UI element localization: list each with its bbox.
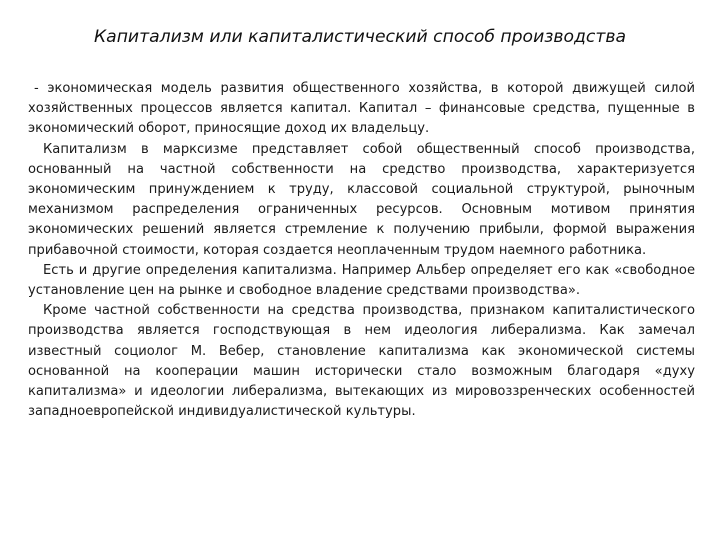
paragraph-liberalism: Кроме частной собственности на средства производства, признаком капиталистического производства является господствующая в нем идеология либерализма. Как замечал известный социолог М. Вебер, становление капитализма как экономической системы основанной на кооперации машин исторически стало возможным благодаря «духу капитализма» и идеологии либерализма, вытекающих из мировоззренческих особенностей западноевропейской индивидуалистической культуры.: [28, 303, 695, 420]
paragraph-other-definitions: Есть и другие определения капитализма. Например Альбер определяет его как «свободное установление цен на рынке и свободное владение средствами производства».: [28, 262, 695, 299]
paragraph-definition: - экономическая модель развития общественного хозяйства, в которой движущей силой хозяйственных процессов является капитал. Капитал – финансовые средства, пущенные в экономический оборот, приносящие доход их владельцу.: [28, 81, 695, 137]
slide-title: Капитализм или капиталистический способ производства: [93, 27, 627, 47]
slide-body: [28, 79, 695, 422]
paragraph-marxism: Капитализм в марксизме представляет собой общественный способ производства, основанный на частной собственности на средство производства, характеризуется экономическим принуждением к труду, классовой социальной структурой, рыночным механизмом распределения ограниченных ресурсов. Основным мотивом принятия экономических решений является стремление к получению прибыли, формой выражения прибавочной стоимости, которая создается неоплаченным трудом наемного работника.: [28, 141, 695, 258]
